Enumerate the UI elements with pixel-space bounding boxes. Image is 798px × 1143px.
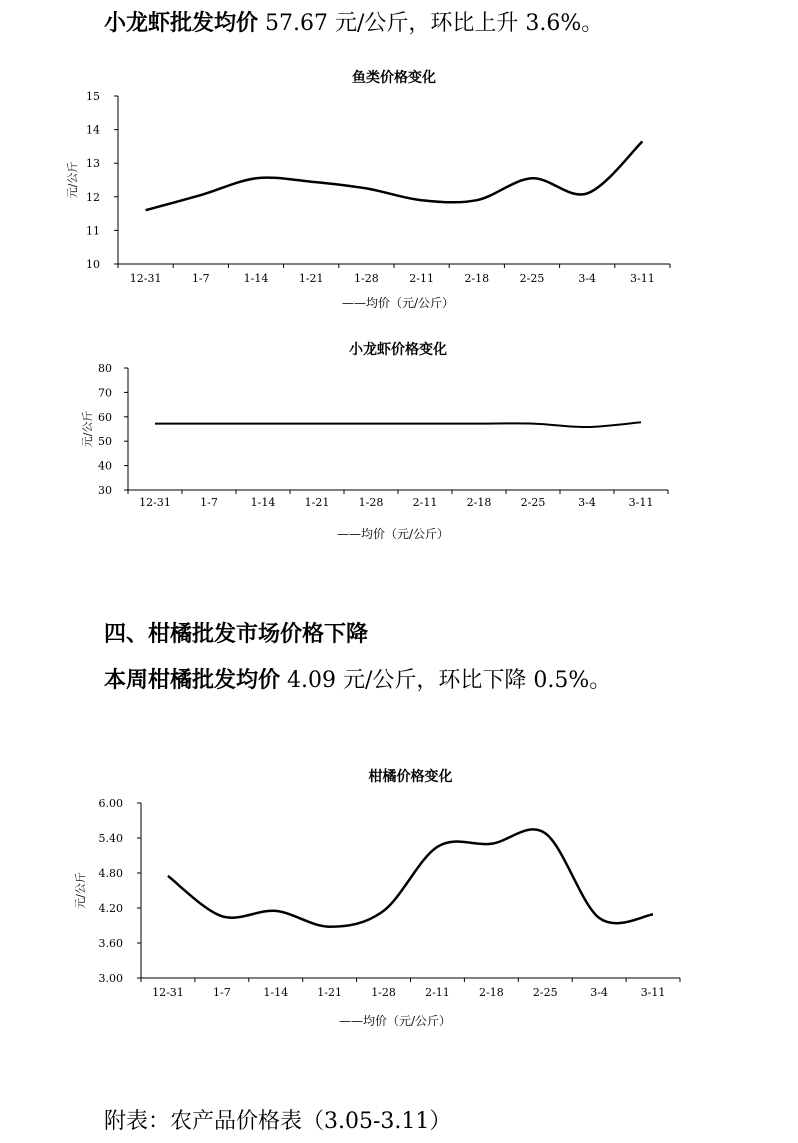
chart-title: 鱼类价格变化 (352, 70, 436, 86)
y-tick-label: 11 (86, 224, 100, 238)
y-tick-label: 10 (86, 258, 100, 271)
x-tick-label: 3-11 (628, 496, 654, 509)
x-tick-label: 2-25 (519, 272, 545, 285)
section-heading: 四、柑橘批发市场价格下降 (104, 621, 369, 647)
chart-1 (66, 69, 670, 310)
x-tick-label: 12-31 (152, 986, 184, 999)
x-tick-label: 1-14 (250, 496, 276, 509)
chart-3 (74, 768, 680, 1028)
appendix-caption: 附表：农产品价格表（3.05-3.11） (104, 1109, 452, 1134)
x-tick-label: 1-7 (212, 986, 231, 999)
crayfish-price-value: 57.67 元/公斤，环比上升 3.6%。 (258, 11, 604, 36)
x-tick-label: 2-11 (425, 986, 450, 999)
y-tick-label: 14 (86, 123, 100, 137)
y-tick-label: 3.00 (98, 972, 123, 985)
x-tick-label: 1-28 (354, 272, 379, 285)
y-tick-label: 5.40 (98, 832, 123, 845)
x-tick-label: 1-21 (298, 272, 324, 285)
x-tick-label: 2-18 (464, 272, 490, 285)
x-tick-label: 2-18 (466, 496, 492, 509)
chart-2 (81, 341, 668, 541)
y-tick-label: 3.60 (98, 937, 123, 950)
y-tick-label: 15 (86, 90, 100, 103)
x-tick-label: 1-21 (304, 496, 330, 509)
crayfish-price-label: 小龙虾批发均价 (104, 10, 259, 36)
x-tick-label: 2-11 (409, 272, 434, 285)
y-tick-label: 60 (98, 410, 112, 424)
y-tick-label: 12 (86, 190, 100, 204)
y-tick-label: 4.80 (98, 867, 123, 880)
x-tick-label: 2-25 (520, 496, 546, 509)
y-axis-label: 元/公斤 (74, 872, 87, 909)
y-axis-label: 元/公斤 (66, 161, 79, 199)
chart-title: 小龙虾价格变化 (349, 342, 447, 358)
citrus-price-value: 4.09 元/公斤，环比下降 0.5%。 (280, 668, 612, 693)
series-line (168, 829, 653, 926)
y-tick-label: 40 (98, 459, 112, 473)
y-tick-label: 13 (86, 157, 100, 171)
x-tick-label: 1-7 (200, 496, 218, 509)
y-tick-label: 6.00 (98, 797, 123, 810)
x-tick-label: 2-25 (532, 986, 558, 999)
citrus-price-paragraph (104, 663, 611, 694)
x-tick-label: 1-21 (317, 986, 343, 999)
x-tick-label: 2-18 (478, 986, 504, 999)
chart-title: 柑橘价格变化 (368, 769, 453, 785)
x-tick-label: 1-7 (191, 272, 210, 285)
x-tick-label: 3-11 (630, 272, 655, 285)
y-tick-label: 4.20 (98, 902, 123, 915)
series-line (155, 422, 641, 427)
x-tick-label: 1-28 (358, 496, 384, 509)
citrus-price-label: 本周柑橘批发均价 (104, 667, 281, 693)
series-line (146, 141, 643, 210)
chart-legend: ——均价（元/公斤） (336, 527, 450, 541)
x-tick-label: 3-4 (590, 986, 609, 999)
chart-legend: ——均价（元/公斤） (341, 296, 455, 310)
chart-legend: ——均价（元/公斤） (338, 1014, 452, 1028)
y-tick-label: 80 (98, 362, 112, 375)
x-tick-label: 12-31 (129, 272, 162, 285)
y-axis-label: 元/公斤 (81, 410, 94, 448)
x-tick-label: 1-14 (263, 986, 289, 999)
x-tick-label: 12-31 (139, 496, 171, 509)
y-tick-label: 50 (98, 435, 112, 449)
x-tick-label: 2-11 (412, 496, 438, 509)
x-tick-label: 1-28 (371, 986, 396, 999)
x-tick-label: 3-4 (578, 272, 597, 285)
y-tick-label: 30 (98, 484, 112, 497)
x-tick-label: 1-14 (243, 272, 269, 285)
crayfish-price-paragraph (104, 6, 603, 37)
x-tick-label: 3-11 (640, 986, 666, 999)
y-tick-label: 70 (98, 386, 112, 400)
x-tick-label: 3-4 (578, 496, 596, 509)
